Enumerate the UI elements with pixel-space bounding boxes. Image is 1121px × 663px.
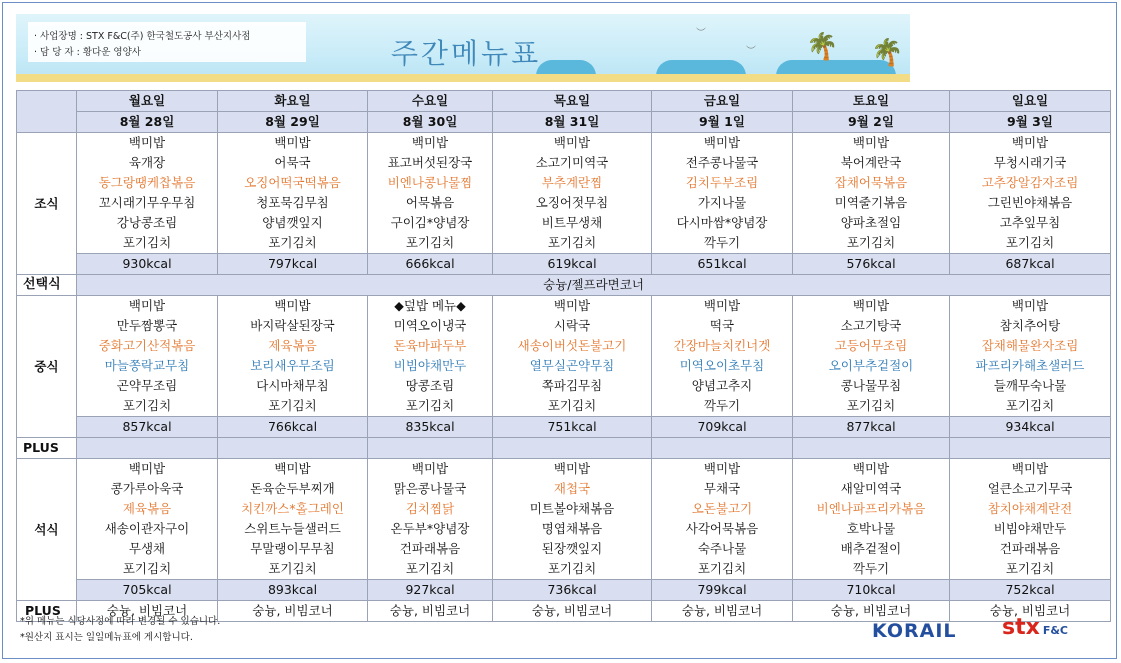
dish-item: 포기김치 xyxy=(268,235,317,250)
kcal-cell: 751kcal xyxy=(493,417,652,438)
kcal-cell: 835kcal xyxy=(368,417,493,438)
date-label: 9월 2일 xyxy=(793,112,950,133)
dish-item: 김치두부조림 xyxy=(685,175,759,190)
date-label: 8월 30일 xyxy=(368,112,493,133)
menu-cell xyxy=(793,459,950,580)
dish-item: 숙주나물 xyxy=(697,541,747,556)
dish-item: 제육볶음 xyxy=(122,501,172,516)
dish-item: 바지락살된장국 xyxy=(250,318,335,333)
day-label: 목요일 xyxy=(493,91,652,112)
dish-item: 얼큰소고기무국 xyxy=(987,481,1073,496)
plus2-label: PLUS xyxy=(17,601,77,622)
dish-item: 고등어무조림 xyxy=(834,338,908,353)
day-label: 월요일 xyxy=(77,91,218,112)
dish-item: 어묵국 xyxy=(274,155,311,170)
date-label: 8월 29일 xyxy=(218,112,368,133)
kcal-cell: 666kcal xyxy=(368,254,493,275)
dish-item: 포기김치 xyxy=(405,398,455,413)
date-label: 8월 31일 xyxy=(493,112,652,133)
dish-item: 포기김치 xyxy=(405,235,455,250)
dish-item: 백미밥 xyxy=(274,298,311,313)
lunch-kcal-row xyxy=(17,417,1111,438)
choice-row xyxy=(17,275,1111,296)
dish-item: 잡채해물완자조림 xyxy=(981,338,1079,353)
palm-tree-icon: 🌴 xyxy=(871,38,904,68)
dish-item: 무말랭이무무침 xyxy=(250,541,335,556)
dish-item: 백미밥 xyxy=(852,135,890,150)
breakfast-kcal-row xyxy=(17,254,1111,275)
menu-cell xyxy=(77,296,218,417)
dish-item: 백미밥 xyxy=(274,461,311,476)
day-label: 일요일 xyxy=(950,91,1111,112)
weekly-menu-table xyxy=(16,90,1111,622)
plus-cell xyxy=(652,438,793,459)
dish-item: 땅콩조림 xyxy=(405,378,455,393)
dish-item: 꼬시래기무우무침 xyxy=(98,195,196,210)
dish-item: 건파래볶음 xyxy=(999,541,1061,556)
dish-item: 백미밥 xyxy=(703,135,741,150)
dish-item: 콩나물무침 xyxy=(840,378,902,393)
dish-item: 건파래볶음 xyxy=(399,541,461,556)
dish-item: 그린빈야채볶음 xyxy=(987,195,1073,210)
day-label: 화요일 xyxy=(218,91,368,112)
dish-item: 호박나물 xyxy=(846,521,896,536)
dish-item: 백미밥 xyxy=(852,298,890,313)
kcal-cell: 797kcal xyxy=(218,254,368,275)
footnotes xyxy=(20,614,220,646)
dish-item: 표고버섯된장국 xyxy=(387,155,473,170)
dish-item: 포기김치 xyxy=(697,561,747,576)
dish-item: 미트볼야채볶음 xyxy=(529,501,615,516)
dish-item: 육개장 xyxy=(128,155,166,170)
dish-item: 백미밥 xyxy=(703,298,741,313)
dish-item: 무청시래기국 xyxy=(993,155,1067,170)
dish-item: 돈육마파두부 xyxy=(393,338,467,353)
dish-item: 무채국 xyxy=(703,481,741,496)
day-header-row xyxy=(17,91,1111,112)
dish-item: 새송이관자구이 xyxy=(104,521,190,536)
dish-item: 만두짬뽕국 xyxy=(116,318,178,333)
dish-item: 제육볶음 xyxy=(268,338,317,353)
kcal-cell: 857kcal xyxy=(77,417,218,438)
dish-item: 깍두기 xyxy=(703,235,741,250)
kcal-cell: 893kcal xyxy=(218,580,368,601)
header-banner xyxy=(16,14,910,82)
menu-cell xyxy=(950,459,1111,580)
dinner-row xyxy=(17,459,1111,580)
dish-item: 비엔나파프리카볶음 xyxy=(816,501,926,516)
menu-cell xyxy=(218,459,368,580)
dish-item: 백미밥 xyxy=(703,461,741,476)
dish-item: 백미밥 xyxy=(128,135,166,150)
menu-cell xyxy=(950,133,1111,254)
dish-item: 포기김치 xyxy=(1005,561,1055,576)
dish-item: 포기김치 xyxy=(547,398,597,413)
dish-item: 보리새우무조림 xyxy=(250,358,335,373)
dish-item: 돈육순두부찌개 xyxy=(250,481,335,496)
dish-item: 전주콩나물국 xyxy=(685,155,759,170)
dish-item: 가지나물 xyxy=(697,195,747,210)
dish-item: 배추겉절이 xyxy=(840,541,902,556)
plus2-cell: 숭늉, 비빔코너 xyxy=(493,601,652,622)
dish-item: 백미밥 xyxy=(1011,298,1049,313)
dish-item: 양념고추지 xyxy=(691,378,753,393)
dish-item: 콩가루아욱국 xyxy=(110,481,184,496)
dish-item: 백미밥 xyxy=(411,135,449,150)
dish-item: 미역오이초무침 xyxy=(679,358,765,373)
plus-label: PLUS xyxy=(17,438,77,459)
dish-item: 깍두기 xyxy=(852,561,890,576)
site-name: · 사업장명 : STX F&C(주) 한국철도공사 부산지사점 xyxy=(34,31,251,42)
dish-item: 강낭콩조림 xyxy=(116,215,178,230)
dish-item: 백미밥 xyxy=(553,135,591,150)
dish-item: 오이부추겉절이 xyxy=(828,358,914,373)
day-label: 수요일 xyxy=(368,91,493,112)
plus2-cell: 숭늉, 비빔코너 xyxy=(793,601,950,622)
dish-item: 포기김치 xyxy=(122,398,172,413)
dish-item: 포기김치 xyxy=(846,398,896,413)
dinner-label: 석식 xyxy=(17,459,77,601)
kcal-cell: 766kcal xyxy=(218,417,368,438)
dish-item: 백미밥 xyxy=(553,461,591,476)
dish-item: 김치찜닭 xyxy=(405,501,455,516)
dish-item: 백미밥 xyxy=(1011,135,1049,150)
page-title: 주간메뉴표 xyxy=(390,37,542,70)
dish-item: 비엔나콩나물찜 xyxy=(387,175,473,190)
kcal-cell: 930kcal xyxy=(77,254,218,275)
dish-item: 백미밥 xyxy=(128,461,166,476)
dish-item: 잡채어묵볶음 xyxy=(834,175,908,190)
kcal-cell: 877kcal xyxy=(793,417,950,438)
breakfast-label: 조식 xyxy=(17,133,77,275)
kcal-cell: 619kcal xyxy=(493,254,652,275)
plus-cell xyxy=(493,438,652,459)
date-label: 8월 28일 xyxy=(77,112,218,133)
kcal-cell: 752kcal xyxy=(950,580,1111,601)
dish-item: 다시마채무침 xyxy=(256,378,329,393)
dish-item: 포기김치 xyxy=(405,561,455,576)
dish-item: 비빔야채만두 xyxy=(393,358,467,373)
dish-item: 포기김치 xyxy=(122,235,172,250)
dish-item: 포기김치 xyxy=(547,561,597,576)
dish-item: 시락국 xyxy=(553,318,591,333)
kcal-cell: 736kcal xyxy=(493,580,652,601)
kcal-cell: 934kcal xyxy=(950,417,1111,438)
lunch-label: 중식 xyxy=(17,296,77,438)
korail-logo: KORAIL xyxy=(872,620,957,642)
dish-item: 오돈불고기 xyxy=(691,501,753,516)
dish-item: 동그랑땡케찹볶음 xyxy=(98,175,196,190)
dish-item: 백미밥 xyxy=(274,135,311,150)
dish-item: 고추장알감자조림 xyxy=(981,175,1079,190)
dish-item: 백미밥 xyxy=(128,298,166,313)
dish-item: 포기김치 xyxy=(1005,398,1055,413)
dish-item: 백미밥 xyxy=(411,461,449,476)
dish-item: 파프리카해초샐러드 xyxy=(975,358,1085,373)
dish-item: 포기김치 xyxy=(122,561,172,576)
dish-item: 된장깻잎지 xyxy=(541,541,603,556)
menu-cell xyxy=(368,459,493,580)
menu-cell xyxy=(218,133,368,254)
dish-item: 열무실곤약무침 xyxy=(529,358,615,373)
dish-item: 미역줄기볶음 xyxy=(834,195,908,210)
dish-item: 어묵볶음 xyxy=(405,195,455,210)
kcal-cell: 799kcal xyxy=(652,580,793,601)
date-header-row xyxy=(17,112,1111,133)
plus-cell xyxy=(950,438,1111,459)
plus2-cell: 숭늉, 비빔코너 xyxy=(218,601,368,622)
dish-item: 들깨무숙나물 xyxy=(993,378,1067,393)
dish-item: 사각어묵볶음 xyxy=(685,521,759,536)
dish-item: 다시마쌈*양념장 xyxy=(676,215,768,230)
kcal-cell: 927kcal xyxy=(368,580,493,601)
dinner-kcal-row xyxy=(17,580,1111,601)
stx-logo: stx F&C xyxy=(1002,615,1068,640)
dish-item: 소고기미역국 xyxy=(535,155,609,170)
dish-item: 포기김치 xyxy=(268,561,317,576)
choice-cell: 숭늉/젤프라면코너 xyxy=(77,275,1111,296)
plus-cell xyxy=(77,438,218,459)
date-label: 9월 1일 xyxy=(652,112,793,133)
menu-cell xyxy=(493,296,652,417)
dish-item: 비트무생채 xyxy=(541,215,603,230)
date-label: 9월 3일 xyxy=(950,112,1111,133)
menu-cell xyxy=(77,133,218,254)
lunch-row xyxy=(17,296,1111,417)
plus2-cell: 숭늉, 비빔코너 xyxy=(77,601,218,622)
dish-item: 백미밥 xyxy=(852,461,890,476)
breakfast-row xyxy=(17,133,1111,254)
choice-label: 선택식 xyxy=(17,275,77,296)
kcal-cell: 709kcal xyxy=(652,417,793,438)
plus-cell xyxy=(368,438,493,459)
plus2-cell: 숭늉, 비빔코너 xyxy=(950,601,1111,622)
dish-item: 간장마늘치킨너겟 xyxy=(673,338,771,353)
dish-item: 떡국 xyxy=(709,318,735,333)
sand-decoration xyxy=(16,74,910,82)
manager-name: · 담 당 자 : 황다운 영양사 xyxy=(34,47,141,58)
dish-item: 명엽채볶음 xyxy=(541,521,603,536)
day-label: 토요일 xyxy=(793,91,950,112)
dish-item: 참치추어탕 xyxy=(999,318,1061,333)
dish-item: 부추계란찜 xyxy=(541,175,603,190)
dish-item: 고추잎무침 xyxy=(999,215,1061,230)
plus-cell xyxy=(218,438,368,459)
menu-cell xyxy=(652,459,793,580)
dish-item: 구이김*양념장 xyxy=(390,215,470,230)
palm-tree-icon: 🌴 xyxy=(806,32,839,62)
menu-cell xyxy=(652,296,793,417)
menu-cell xyxy=(493,133,652,254)
dish-item: 양념깻잎지 xyxy=(262,215,323,230)
kcal-cell: 651kcal xyxy=(652,254,793,275)
dish-item: 새송이버섯돈불고기 xyxy=(517,338,627,353)
dish-item: 양파초절임 xyxy=(840,215,902,230)
dish-item: 미역오이냉국 xyxy=(393,318,467,333)
footnote: *원산지 표시는 일일메뉴표에 게시합니다. xyxy=(20,632,193,643)
plus-cell xyxy=(793,438,950,459)
dish-item: 마늘쫑락교무침 xyxy=(104,358,190,373)
dish-item: 포기김치 xyxy=(268,398,317,413)
menu-cell xyxy=(950,296,1111,417)
dish-item: 포기김치 xyxy=(547,235,597,250)
dish-item: 비빔야채만두 xyxy=(993,521,1067,536)
dish-item: 스위트누들샐러드 xyxy=(244,521,341,536)
dish-item: 포기김치 xyxy=(1005,235,1055,250)
kcal-cell: 710kcal xyxy=(793,580,950,601)
kcal-cell: 705kcal xyxy=(77,580,218,601)
menu-cell xyxy=(652,133,793,254)
plus-row xyxy=(17,438,1111,459)
dish-item: 곤약무조림 xyxy=(116,378,178,393)
dish-item: 참치야채계란전 xyxy=(987,501,1073,516)
day-label: 금요일 xyxy=(652,91,793,112)
footnote: *위 메뉴는 식당사정에 따라 변경될 수 있습니다. xyxy=(20,616,221,627)
dish-item: 북어계란국 xyxy=(840,155,902,170)
dish-item: 포기김치 xyxy=(846,235,896,250)
dish-item: 온두부*양념장 xyxy=(390,521,470,536)
dish-item: 오징어떡국떡볶음 xyxy=(244,175,341,190)
menu-cell xyxy=(368,296,493,417)
dish-item: 청포묵김무침 xyxy=(256,195,329,210)
dish-item: 재첩국 xyxy=(553,481,591,496)
menu-cell xyxy=(368,133,493,254)
menu-cell xyxy=(218,296,368,417)
menu-cell xyxy=(493,459,652,580)
dish-item: 무생채 xyxy=(128,541,166,556)
seagull-icon: ︶ xyxy=(696,28,706,39)
menu-cell xyxy=(77,459,218,580)
dish-item: 깍두기 xyxy=(703,398,741,413)
plus2-cell: 숭늉, 비빔코너 xyxy=(368,601,493,622)
kcal-cell: 576kcal xyxy=(793,254,950,275)
dish-item: 백미밥 xyxy=(553,298,591,313)
menu-cell xyxy=(793,296,950,417)
corner-cell xyxy=(17,91,77,133)
dish-item: 쪽파김무침 xyxy=(541,378,603,393)
seagull-icon: ︶ xyxy=(746,46,756,57)
dish-item: 맑은콩나물국 xyxy=(393,481,467,496)
dish-item: 새알미역국 xyxy=(840,481,902,496)
dish-item: ◆덮밥 메뉴◆ xyxy=(394,298,466,313)
menu-cell xyxy=(793,133,950,254)
dish-item: 치킨까스*홀그레인 xyxy=(241,501,344,516)
kcal-cell: 687kcal xyxy=(950,254,1111,275)
dish-item: 오징어젓무침 xyxy=(535,195,609,210)
dish-item: 소고기탕국 xyxy=(840,318,902,333)
dish-item: 중화고기산적볶음 xyxy=(98,338,196,353)
plus2-cell: 숭늉, 비빔코너 xyxy=(652,601,793,622)
dish-item: 백미밥 xyxy=(1011,461,1049,476)
